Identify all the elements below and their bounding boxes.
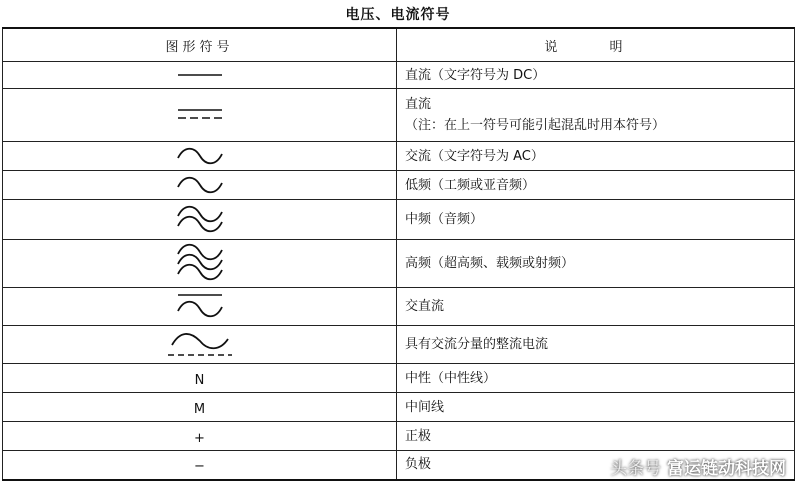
symbol-cell: [3, 142, 397, 171]
negative-symbol: −: [194, 459, 205, 475]
header-row: [3, 28, 795, 62]
description-cell: 低频（工频或亚音频）: [397, 171, 795, 200]
symbol-cell: [3, 240, 397, 288]
header-description: 说 明: [397, 28, 795, 62]
symbol-cell: [3, 393, 397, 422]
description-cell: 正极: [397, 422, 795, 451]
description-cell: 中间线: [397, 393, 795, 422]
mid-freq-double-wave-icon: [170, 203, 230, 237]
middle-symbol: M: [193, 401, 206, 417]
symbol-table: [2, 27, 795, 481]
table-row: [3, 89, 795, 142]
table-row: [3, 422, 795, 451]
symbol-cell: [3, 364, 397, 393]
description-cell: 中性（中性线）: [397, 364, 795, 393]
table-row: [3, 288, 795, 326]
dc-solid-line-icon: [170, 70, 230, 80]
symbol-cell: [3, 200, 397, 240]
positive-symbol: +: [194, 430, 205, 446]
table-row: [3, 200, 795, 240]
description-cell: 交流（文字符号为 AC）: [397, 142, 795, 171]
table-row: [3, 393, 795, 422]
table-row: [3, 364, 795, 393]
description-cell: 直流 （注：在上一符号可能引起混乱时用本符号）: [397, 89, 795, 142]
table-row: [3, 171, 795, 200]
low-freq-wave-icon: [170, 173, 230, 197]
table-row: [3, 326, 795, 364]
ac-sine-wave-icon: [170, 144, 230, 168]
rectified-wave-dashed-icon: [162, 329, 238, 361]
neutral-symbol: N: [194, 372, 205, 388]
table-row: [3, 240, 795, 288]
description-cell: 负极: [397, 451, 795, 480]
symbol-cell: [3, 326, 397, 364]
description-cell: 高频（超高频、载频或射频）: [397, 240, 795, 288]
watermark: 头条号 富运链动科技网: [610, 459, 786, 479]
dc-dashed-line-icon: [170, 100, 230, 130]
description-cell: 直流（文字符号为 DC）: [397, 62, 795, 89]
description-cell: 交直流: [397, 288, 795, 326]
ac-dc-wave-line-icon: [170, 291, 230, 323]
table-row: [3, 142, 795, 171]
description-cell: 中频（音频）: [397, 200, 795, 240]
symbol-cell: [3, 288, 397, 326]
symbol-cell: [3, 89, 397, 142]
header-symbol: 图形符号: [3, 28, 397, 62]
table-title: 电压、电流符号: [345, 7, 451, 23]
description-cell: 具有交流分量的整流电流: [397, 326, 795, 364]
symbol-cell: [3, 62, 397, 89]
symbol-cell: [3, 171, 397, 200]
symbol-cell: [3, 422, 397, 451]
high-freq-triple-wave-icon: [170, 242, 230, 286]
symbol-cell: [3, 451, 397, 480]
table-row: [3, 62, 795, 89]
